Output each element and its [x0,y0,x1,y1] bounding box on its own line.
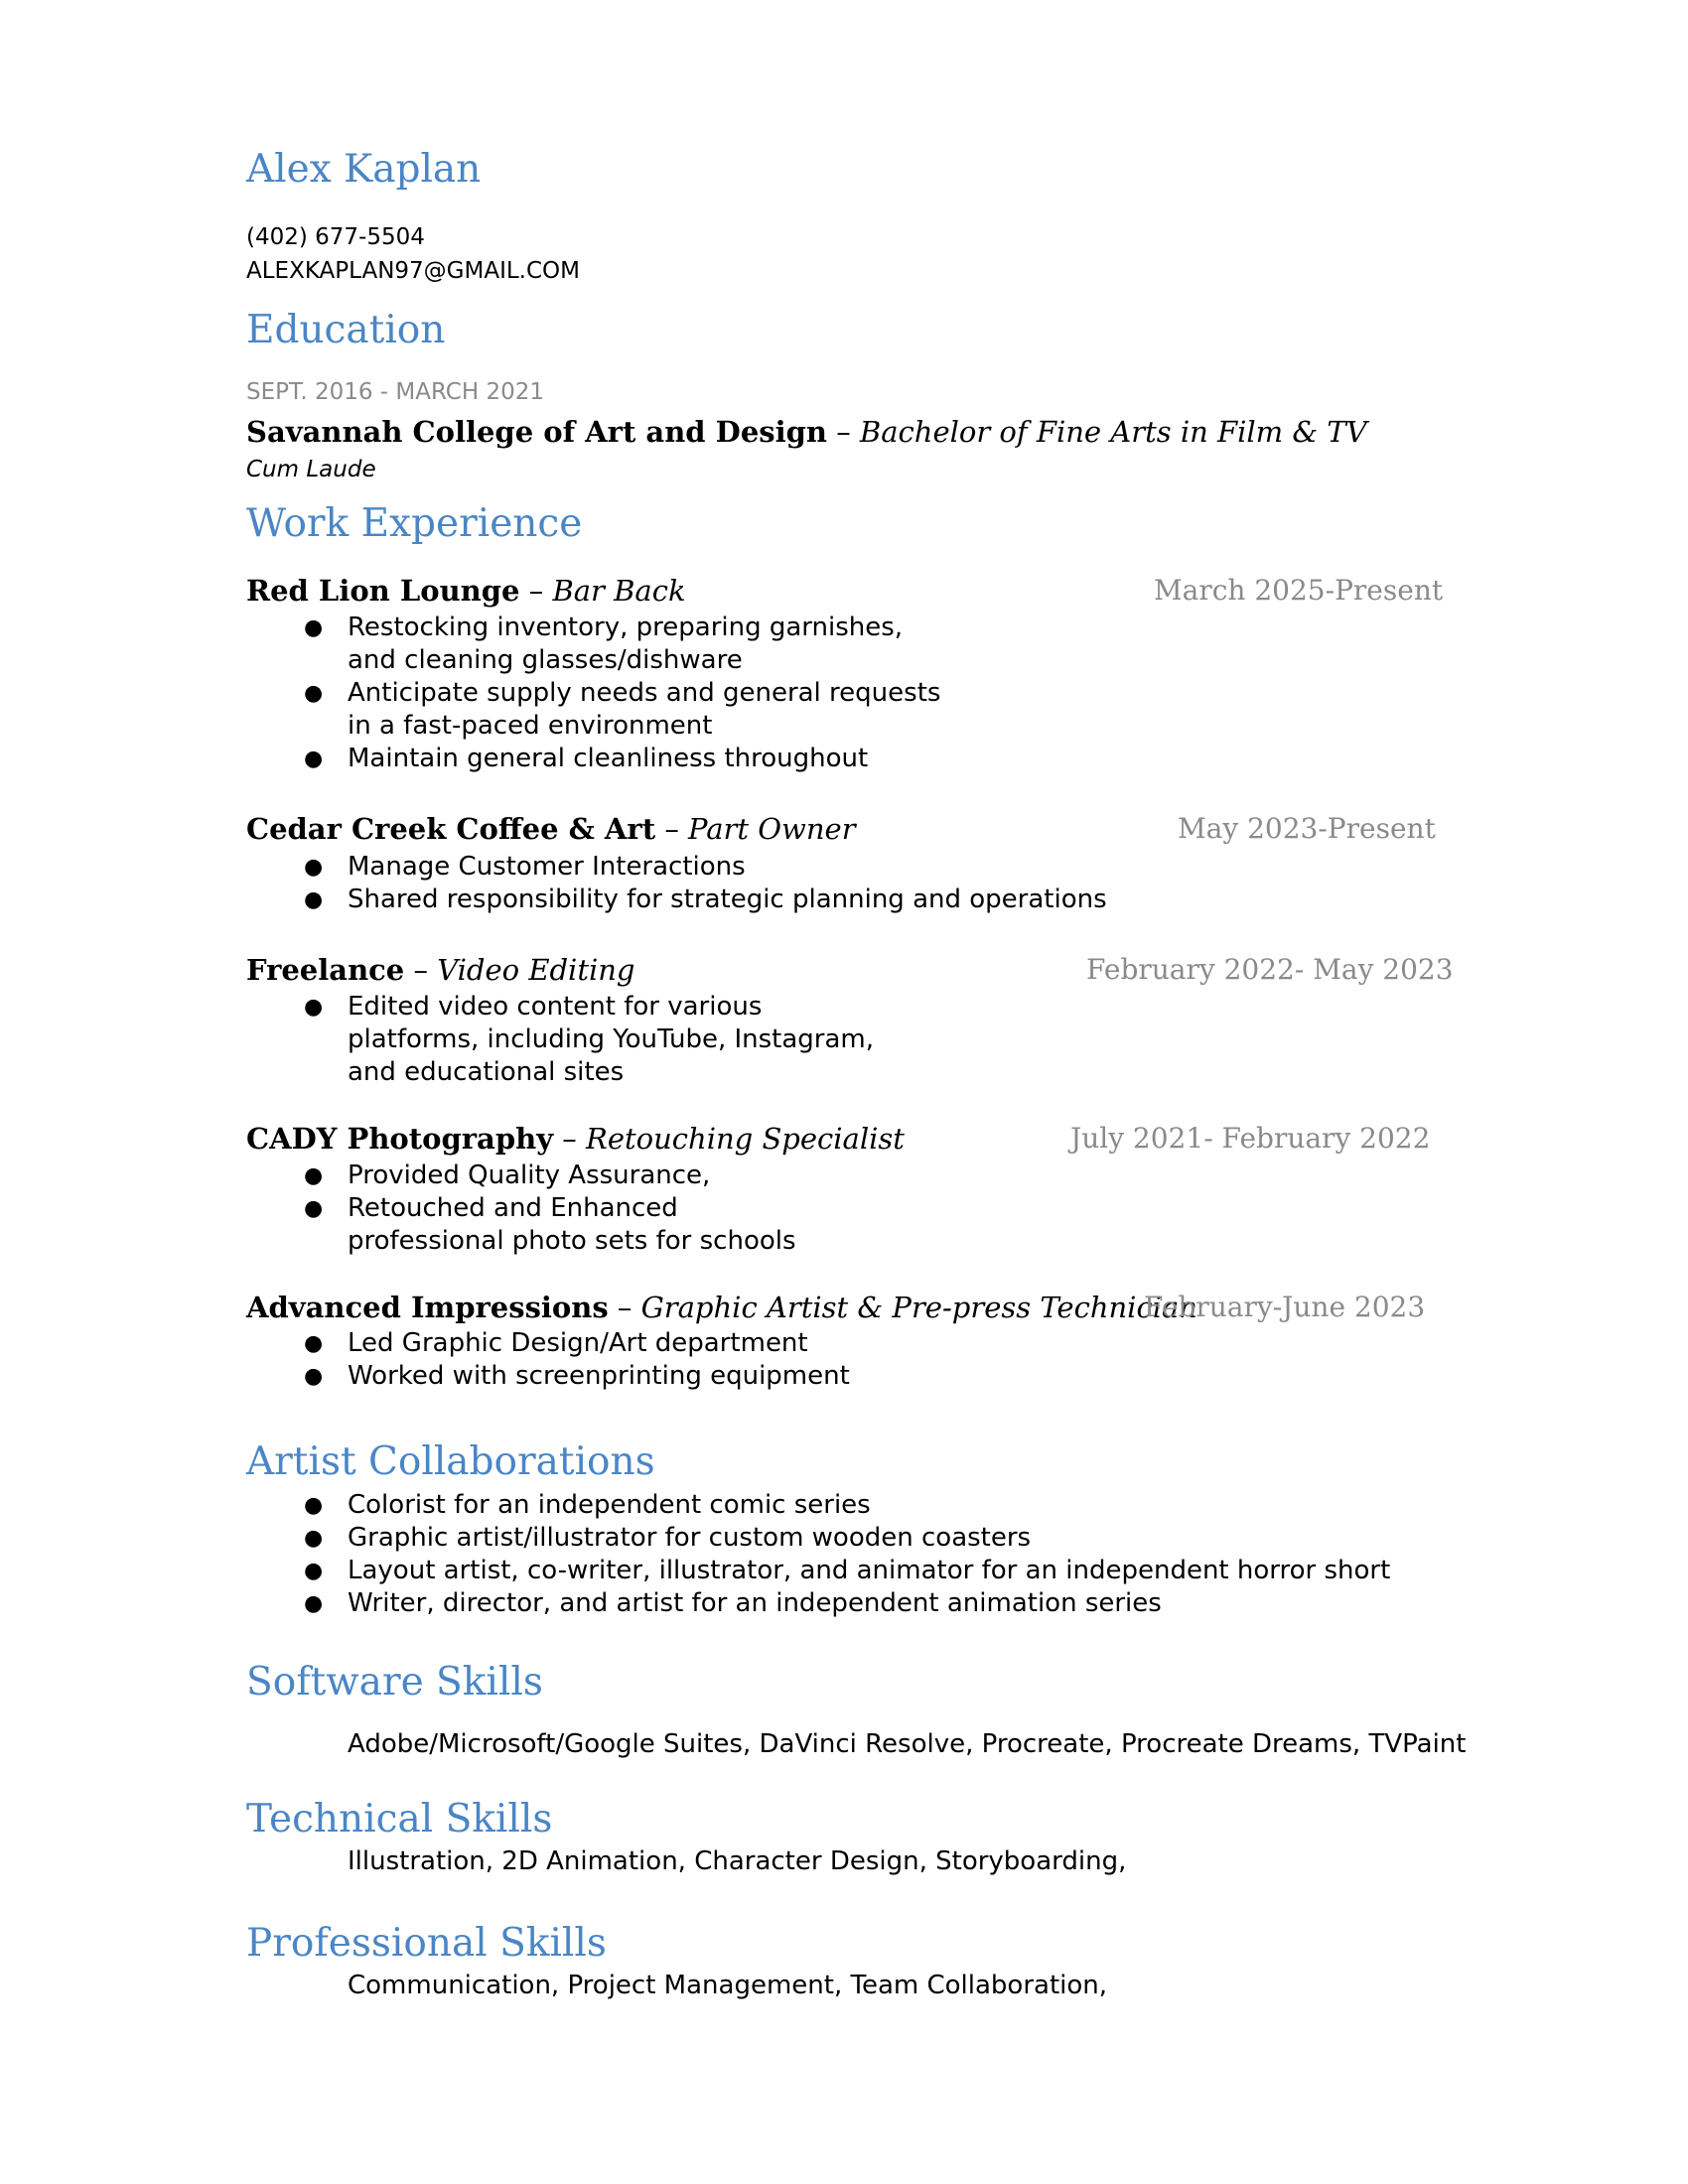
email-address: ALEXKAPLAN97@GMAIL.COM [246,258,580,284]
bullet-line: platforms, including YouTube, Instagram, [348,1024,875,1054]
bullet-item [304,851,746,884]
bullet-icon: ● [304,1493,324,1518]
bullet-line: and educational sites [348,1057,625,1087]
bullet-item [304,991,875,1089]
work-experience-heading: Work Experience [246,501,583,546]
bullet-icon: ● [304,1559,324,1583]
bullet-line: professional photo sets for schools [348,1226,796,1256]
job-role: Graphic Artist & Pre-press Technician [640,1291,1197,1324]
bullet-line: Retouched and Enhanced [348,1193,678,1223]
job-dates: March 2025-Present [1154,574,1444,607]
bullet-icon: ● [304,1364,324,1389]
job-separator: – [404,953,438,987]
software-skills-heading: Software Skills [246,1660,543,1705]
job-separator: – [553,1122,586,1156]
bullet-icon: ● [304,855,324,880]
job-role: Video Editing [437,953,635,987]
bullet-line: Layout artist, co-writer, illustrator, and animator for an independent horror short [348,1556,1391,1585]
job-title-line [246,1291,1197,1324]
bullet-item [304,1587,1162,1620]
bullet-icon: ● [304,681,324,706]
job-role: Bar Back [552,574,686,608]
technical-skills-heading: Technical Skills [246,1797,553,1842]
job-title-line [246,1122,905,1156]
bullet-line: Worked with screenprinting equipment [348,1361,850,1391]
employer: Advanced Impressions [246,1291,609,1324]
bullet-line: Edited video content for various [348,992,763,1022]
education-line [246,415,1367,449]
bullet-item [304,1327,808,1360]
employer: Red Lion Lounge [246,574,520,608]
bullet-icon: ● [304,615,324,640]
professional-skills-heading: Professional Skills [246,1921,607,1966]
degree: Bachelor of Fine Arts in Film & TV [859,415,1367,449]
bullet-icon: ● [304,747,324,771]
bullet-line: Anticipate supply needs and general requests [348,678,941,708]
bullet-line: Restocking inventory, preparing garnishes, [348,613,904,642]
bullet-item [304,743,869,775]
employer: Freelance [246,953,405,987]
honors: Cum Laude [246,457,376,482]
education-heading: Education [246,308,446,352]
artist-collaborations-heading: Artist Collaborations [246,1439,655,1484]
bullet-icon: ● [304,1331,324,1356]
bullet-icon: ● [304,1163,324,1188]
bullet-line: Shared responsibility for strategic planning and operations [348,885,1107,914]
bullet-item [304,677,941,743]
software-skills-text: Adobe/Microsoft/Google Suites, DaVinci Resolve, Procreate, Procreate Dreams, TVPaint [348,1729,1467,1759]
job-title-line [246,953,635,987]
bullet-icon: ● [304,1196,324,1221]
job-dates: July 2021- February 2022 [1070,1122,1431,1155]
bullet-item [304,1555,1391,1587]
bullet-line: Provided Quality Assurance, [348,1160,711,1190]
bullet-line: Writer, director, and artist for an independent animation series [348,1588,1162,1618]
bullet-line: Graphic artist/illustrator for custom wooden coasters [348,1523,1032,1553]
bullet-item [304,1192,796,1258]
bullet-item [304,1160,711,1192]
bullet-item [304,1360,850,1393]
job-separator: – [519,574,553,608]
bullet-line: in a fast-paced environment [348,711,713,741]
job-title-line [246,574,686,608]
bullet-item [304,612,904,677]
bullet-item [304,1489,871,1522]
job-dates: May 2023-Present [1178,812,1436,845]
job-role: Part Owner [688,812,856,846]
bullet-icon: ● [304,1526,324,1551]
job-dates: February-June 2023 [1144,1291,1426,1323]
bullet-icon: ● [304,1591,324,1616]
bullet-icon: ● [304,887,324,912]
employer: CADY Photography [246,1122,554,1156]
bullet-line: Led Graphic Design/Art department [348,1328,808,1358]
bullet-icon: ● [304,995,324,1020]
phone-number: (402) 677-5504 [246,224,425,250]
bullet-item [304,884,1107,916]
education-dates: SEPT. 2016 - MARCH 2021 [246,379,545,405]
bullet-line: and cleaning glasses/dishware [348,645,743,675]
bullet-line: Colorist for an independent comic series [348,1490,871,1520]
bullet-item [304,1522,1032,1555]
bullet-line: Maintain general cleanliness throughout [348,744,869,773]
candidate-name: Alex Kaplan [246,147,482,192]
professional-skills-text: Communication, Project Management, Team Collaboration, [348,1971,1108,2000]
job-title-line [246,812,856,846]
bullet-line: Manage Customer Interactions [348,852,746,882]
employer: Cedar Creek Coffee & Art [246,812,656,846]
technical-skills-text: Illustration, 2D Animation, Character Design, Storyboarding, [348,1846,1127,1876]
job-separator: – [655,812,689,846]
school-name: Savannah College of Art and Design [246,415,827,449]
education-separator: – [826,415,860,449]
job-separator: – [608,1291,641,1324]
job-dates: February 2022- May 2023 [1086,953,1454,986]
job-role: Retouching Specialist [586,1122,905,1156]
